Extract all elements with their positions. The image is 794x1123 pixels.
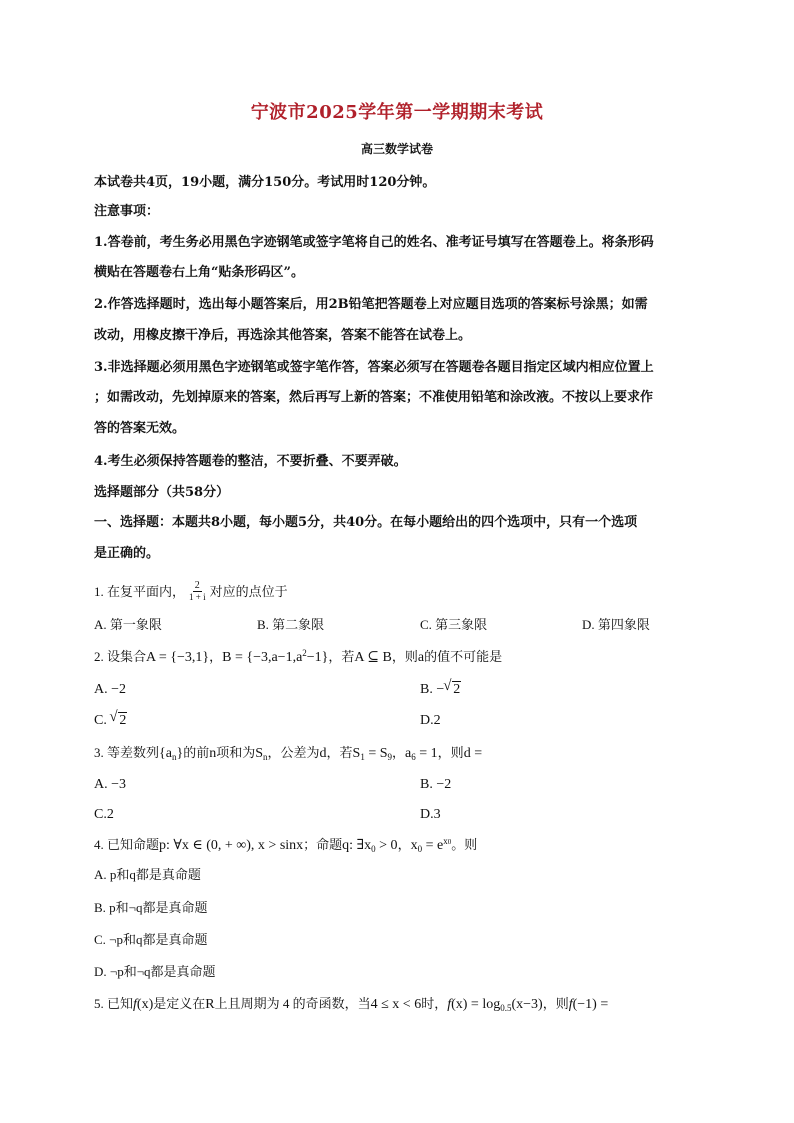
- option-b: B. −2: [420, 777, 452, 792]
- question-3: 3. 等差数列$\{a_n\}$的前n项和为$S_n$，公差为d，若$S_1 = S_9$，$a_6 = 1$，则d =: [94, 745, 483, 762]
- note-line: 4.考生必须保持答题卷的整洁，不要折叠、不要弄破。: [94, 454, 407, 469]
- note-line: 1.答卷前，考生务必用黑色字迹钢笔或签字笔将自己的姓名、准考证号填写在答题卷上。将条形码: [94, 235, 654, 250]
- option-a: A. −3: [94, 777, 127, 792]
- notice-heading: 注意事项：: [94, 204, 160, 219]
- note-line: 横贴在答题卷右上角“贴条形码区”。: [94, 265, 304, 280]
- section-instruction: 一、选择题：本题共8小题，每小题5分，共40分。在每小题给出的四个选项中，只有一个选项: [94, 515, 638, 530]
- section-instruction: 是正确的。: [94, 546, 160, 561]
- note-line: 改动，用橡皮擦干净后，再选涂其他答案，答案不能答在试卷上。: [94, 328, 472, 343]
- option-b: B. 第二象限: [257, 617, 325, 632]
- question-5: 5. 已知f(x)是定义在R上且周期为 4 的奇函数，当4 ≤ x < 6时，$f(x) = \log_{0.5}(x-3)$，则f(−1) =: [94, 996, 609, 1013]
- option-b: B. − √ 2: [420, 678, 461, 697]
- sqrt: √ 2: [109, 709, 127, 728]
- exam-subtitle: 高三数学试卷: [360, 142, 433, 156]
- exam-summary: 本试卷共4页，19小题，满分150分。考试用时120分钟。: [94, 175, 436, 190]
- section-heading: 选择题部分（共58分）: [94, 485, 230, 500]
- note-line: 3.非选择题必须用黑色字迹钢笔或签字笔作答，答案必须写在答题卷各题目指定区域内相应位置上: [94, 360, 654, 375]
- option-d: D. ¬p和¬q都是真命题: [94, 964, 216, 979]
- option-c: C.2: [94, 807, 114, 822]
- note-line: ；如需改动，先划掉原来的答案，然后再写上新的答案；不准使用铅笔和涂改液。不按以上要求作: [94, 390, 654, 405]
- exam-title: 宁波市2025学年第一学期期末考试: [250, 102, 544, 123]
- sqrt: √ 2: [443, 678, 461, 697]
- option-d: D. 第四象限: [582, 617, 650, 632]
- option-a: A. p和q都是真命题: [94, 867, 201, 882]
- question-1: 1. 在复平面内， $\frac{2}{1 + i}$ 对应的点位于: [94, 580, 288, 602]
- option-a: A. −2: [94, 682, 127, 697]
- option-c: C. ¬p和q都是真命题: [94, 932, 208, 947]
- question-4: 4. 已知命题p: ∀x ∈ (0, + ∞), x > sinx；命题q: $\exists x_0 > 0$，$x_0 = e^{x0}$。则: [94, 836, 478, 854]
- option-d: D.3: [420, 807, 441, 822]
- option-d: D.2: [420, 713, 441, 728]
- option-a: A. 第一象限: [94, 617, 162, 632]
- fraction: $\frac{2}{1 + i}$: [189, 580, 206, 602]
- option-c: C. √ 2: [94, 709, 127, 728]
- option-b: B. p和¬q都是真命题: [94, 900, 208, 915]
- question-2: 2. 设集合A = {−3,1}，$B = \{-3,a-1,a^2-1\}$，若A ⊆ B，则a的值不可能是: [94, 648, 503, 665]
- note-line: 2.作答选择题时，选出每小题答案后，用2B铅笔把答题卷上对应题目选项的答案标号涂黑；如需: [94, 297, 648, 312]
- note-line: 答的答案无效。: [94, 421, 186, 436]
- option-c: C. 第三象限: [420, 617, 488, 632]
